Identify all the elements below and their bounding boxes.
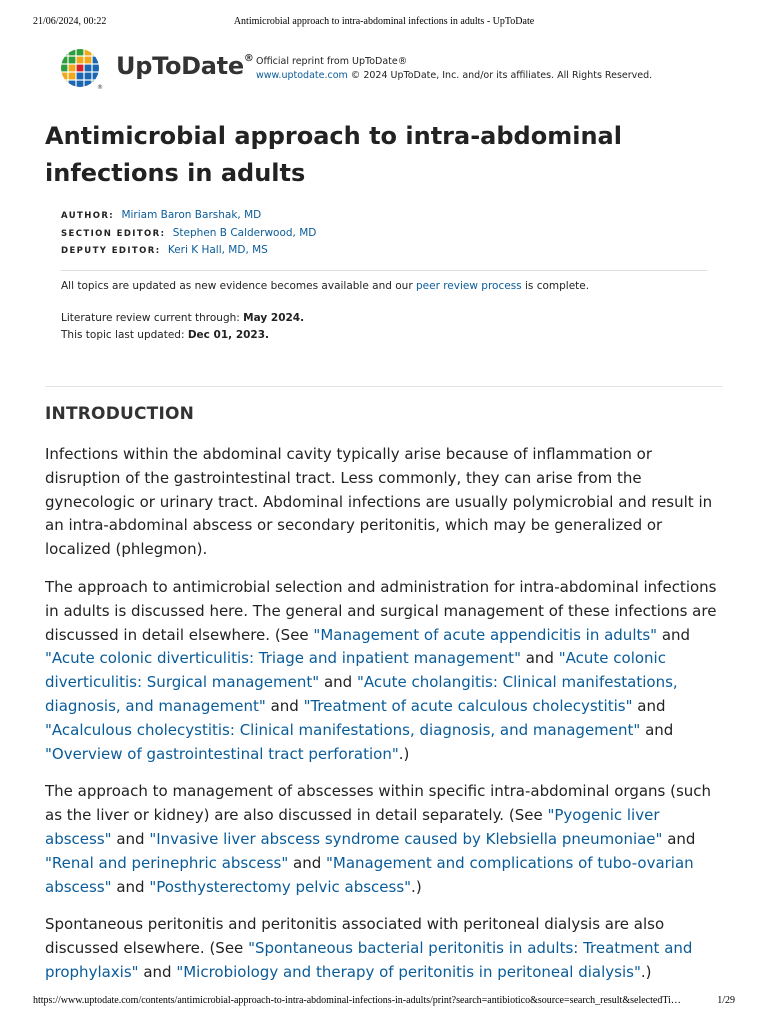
topic-link[interactable]: "Management of acute appendicitis in adults" <box>313 625 658 644</box>
logo-cell <box>61 65 68 72</box>
author-list <box>61 207 316 260</box>
paragraph-text: and <box>632 696 666 715</box>
paragraph-text: Spontaneous peritonitis and peritonitis associated with peritoneal dialysis are also discussed elsewhere. (See <box>45 915 665 958</box>
literature-review-line: Literature review current through: May 2024. <box>61 312 305 324</box>
body-paragraph <box>45 780 725 899</box>
deputy-editor-row <box>61 242 316 260</box>
logo-cell <box>69 81 76 88</box>
deputy-editor-label: DEPUTY EDITOR: <box>61 246 161 256</box>
body-paragraph <box>45 443 725 562</box>
paragraph-text: Infections within the abdominal cavity typically arise because of inflammation or disruption of the gastrointestinal tract. Less commonly, they can arise from the gynecologic or urinary tract. Abdominal infections are usually polymicrobial and result in an intra-abdominal abscess or secondary peritonitis, which may be generalized or localized (phlegmon). <box>45 445 713 559</box>
topic-link[interactable]: "Microbiology and therapy of peritonitis in peritoneal dialysis" <box>176 962 641 981</box>
topic-link[interactable]: "Overview of gastrointestinal tract perforation" <box>45 744 399 763</box>
paragraph-text: and <box>288 853 326 872</box>
topic-link[interactable]: "Treatment of acute calculous cholecystitis" <box>303 696 633 715</box>
author-link[interactable]: Miriam Baron Barshak, MD <box>121 209 262 221</box>
page-title: Antimicrobial approach to intra-abdominal infections in adults <box>45 122 622 187</box>
print-url: https://www.uptodate.com/contents/antimicrobial-approach-to-intra-abdominal-infections-in-adults/print?search=antibiotico&source=search_result&selectedTi… <box>33 995 681 1006</box>
section-divider <box>45 386 723 387</box>
paragraph-text: and <box>319 673 357 692</box>
topic-link[interactable]: "Acute colonic diverticulitis: Triage and inpatient management" <box>45 649 521 668</box>
divider <box>61 270 707 271</box>
topic-link[interactable]: "Acalculous cholecystitis: Clinical manifestations, diagnosis, and management" <box>45 720 641 739</box>
logo-cell <box>61 57 68 64</box>
logo-cell <box>77 49 84 56</box>
paragraph-text: and <box>640 720 674 739</box>
topic-link[interactable]: "Invasive liver abscess syndrome caused by Klebsiella pneumoniae" <box>149 829 663 848</box>
section-editor-label: SECTION EDITOR: <box>61 228 166 239</box>
topic-link[interactable]: "Management and complications of tubo-ovarian abscess" <box>45 853 694 896</box>
uptodate-globe-icon <box>60 48 102 90</box>
copyright-line: www.uptodate.com © 2024 UpToDate, Inc. and/or its affiliates. All Rights Reserved. <box>256 70 653 81</box>
deputy-editor-link[interactable]: Keri K Hall, MD, MS <box>167 244 268 256</box>
paragraph-text: and <box>520 649 559 668</box>
paragraph-text: .) <box>640 962 652 981</box>
paragraph-text: The approach to management of abscesses within specific intra-abdominal organs (such as the liver or kidney) are also discussed in detail separately. (See <box>45 782 712 825</box>
logo-cell <box>61 73 68 80</box>
logo-cell <box>69 65 76 72</box>
logo-cell <box>61 49 68 56</box>
section-editor-row <box>61 225 316 243</box>
article-body <box>45 443 725 999</box>
paragraph-text: and <box>662 829 696 848</box>
reprint-notice <box>256 55 652 83</box>
review-info <box>61 310 304 344</box>
brand-name: UpToDate® <box>116 52 254 80</box>
author-label: AUTHOR: <box>61 211 115 221</box>
reprint-line: Official reprint from UpToDate® <box>256 56 408 67</box>
paragraph-text: .) <box>398 744 410 763</box>
logo-cell <box>85 49 92 56</box>
logo-cell <box>61 81 68 88</box>
paragraph-text: and <box>657 625 691 644</box>
page-number: 1/29 <box>717 995 735 1006</box>
logo-cell <box>85 81 92 88</box>
last-updated-line: This topic last updated: Dec 01, 2023. <box>61 329 270 341</box>
paragraph-text: .) <box>411 877 422 896</box>
logo-cell <box>93 65 100 72</box>
update-note: All topics are updated as new evidence becomes available and our peer review process is complete. <box>61 280 590 292</box>
logo-cell <box>77 57 84 64</box>
logo-cell <box>85 73 92 80</box>
print-footer <box>0 995 768 1009</box>
logo-cell <box>77 81 84 88</box>
author-row <box>61 207 316 225</box>
paragraph-text: and <box>111 877 150 896</box>
logo-cell <box>85 65 92 72</box>
site-link[interactable]: www.uptodate.com <box>256 70 348 81</box>
logo-cell <box>85 57 92 64</box>
topic-link[interactable]: "Spontaneous bacterial peritonitis in adults: Treatment and prophylaxis" <box>45 939 693 981</box>
logo-cell <box>93 73 100 80</box>
logo-cell <box>77 73 84 80</box>
logo-cell <box>69 57 76 64</box>
topic-link[interactable]: "Pyogenic liver abscess" <box>45 806 660 848</box>
paragraph-text: and <box>111 829 150 848</box>
peer-review-link[interactable]: peer review process <box>415 280 522 292</box>
print-header <box>0 16 768 30</box>
topic-link[interactable]: "Renal and perinephric abscess" <box>45 853 289 872</box>
logo-cell <box>69 49 76 56</box>
svg-text:®: ® <box>97 84 103 91</box>
paragraph-text: and <box>265 696 304 715</box>
section-editor-link[interactable]: Stephen B Calderwood, MD <box>172 226 317 239</box>
logo-cell <box>69 73 76 80</box>
paragraph-text: The approach to antimicrobial selection and administration for intra-abdominal infections in adults is discussed here. The general and surgical management of these infections are discussed in detail elsewhere. (See <box>45 577 717 644</box>
logo-cell <box>93 57 100 64</box>
topic-link[interactable]: "Acute cholangitis: Clinical manifestations, diagnosis, and management" <box>45 673 678 715</box>
topic-link[interactable]: "Acute colonic diverticulitis: Surgical management" <box>45 649 666 692</box>
print-doc-title: Antimicrobial approach to intra-abdominal infections in adults - UpToDate <box>233 16 535 27</box>
logo-cell <box>77 65 84 72</box>
body-paragraph <box>45 913 725 984</box>
print-datetime: 21/06/2024, 00:22 <box>33 16 107 27</box>
logo-cell <box>93 49 100 56</box>
topic-link[interactable]: "Posthysterectomy pelvic abscess" <box>149 877 412 896</box>
paragraph-text: and <box>138 962 177 981</box>
section-heading: INTRODUCTION <box>45 404 195 424</box>
body-paragraph <box>45 576 725 766</box>
